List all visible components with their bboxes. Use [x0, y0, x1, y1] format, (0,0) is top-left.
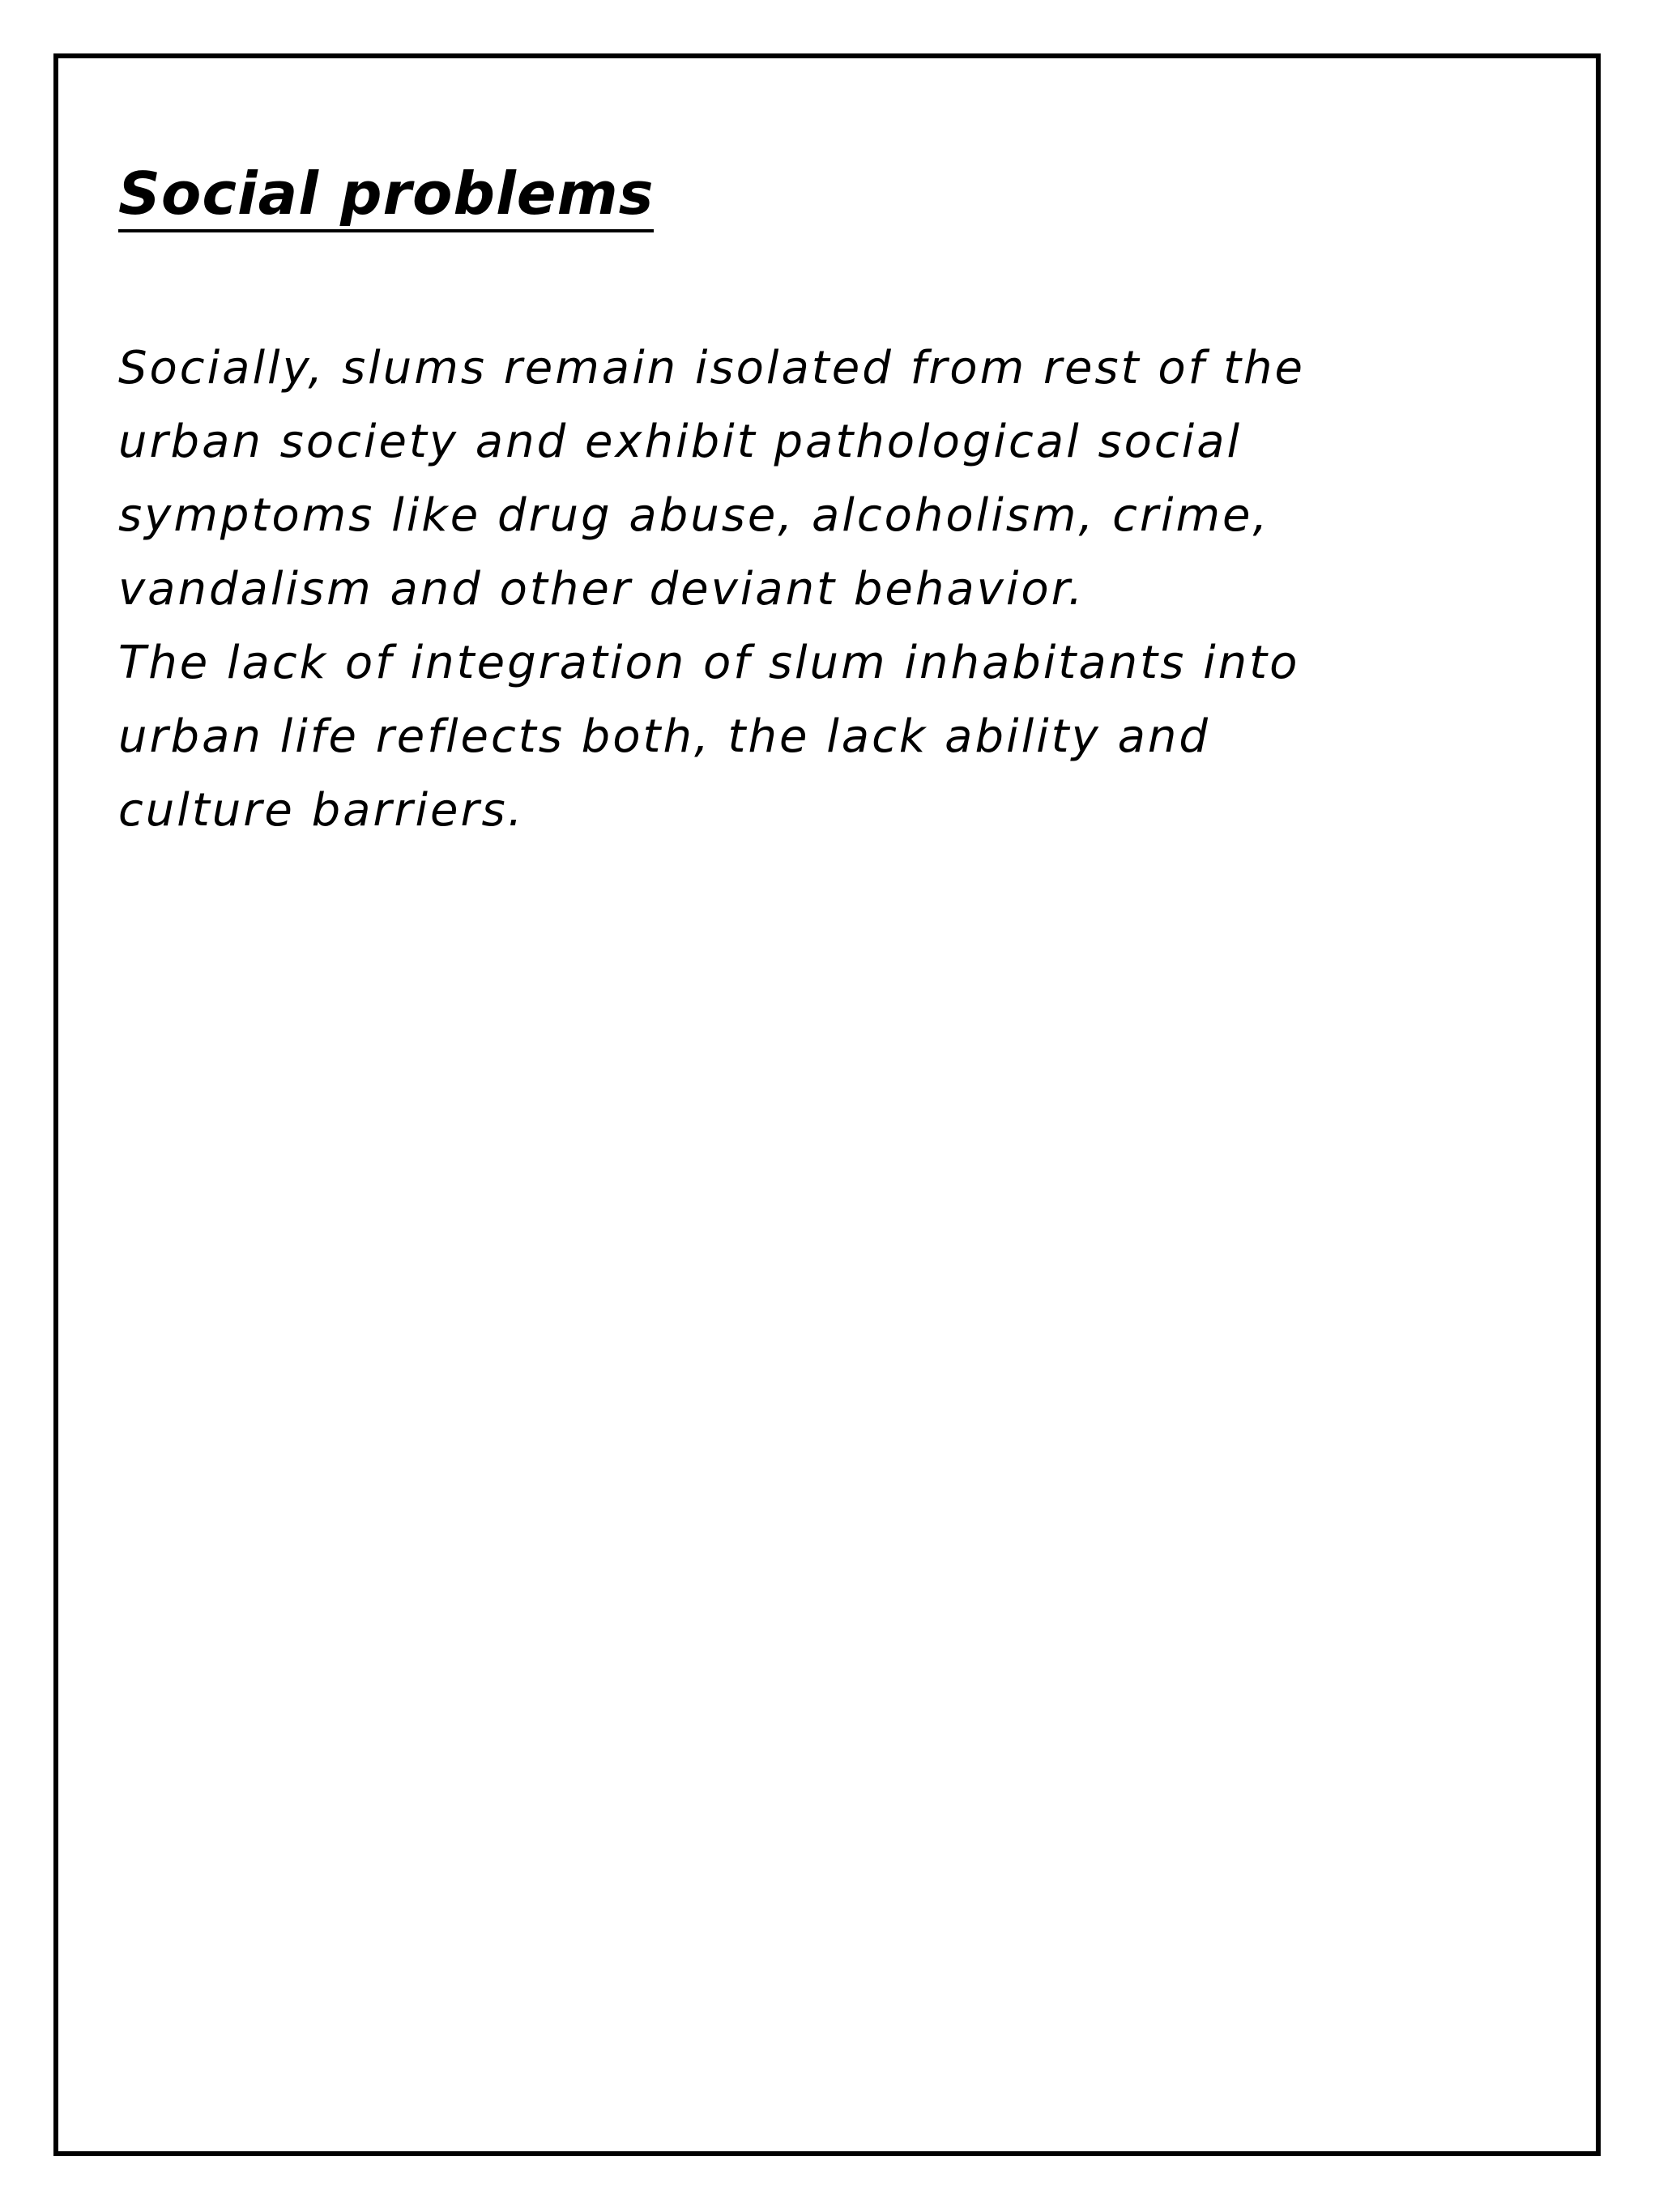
- page-title: Social problems: [118, 162, 654, 232]
- text-line: urban life reflects both, the lack ability and: [118, 710, 1210, 764]
- text-line: Socially, slums remain isolated from rest of the: [118, 342, 1306, 395]
- document-body: [118, 162, 1544, 847]
- text-line: The lack of integration of slum inhabitants into: [118, 637, 1300, 690]
- text-line: vandalism and other deviant behavior.: [118, 563, 1085, 616]
- text-line: urban society and exhibit pathological social: [118, 416, 1243, 469]
- text-line: symptoms like drug abuse, alcoholism, crime,: [118, 489, 1270, 543]
- paragraph-integration: [118, 626, 1544, 847]
- paragraph-slum-isolation: [118, 331, 1544, 626]
- text-line: culture barriers.: [118, 784, 525, 837]
